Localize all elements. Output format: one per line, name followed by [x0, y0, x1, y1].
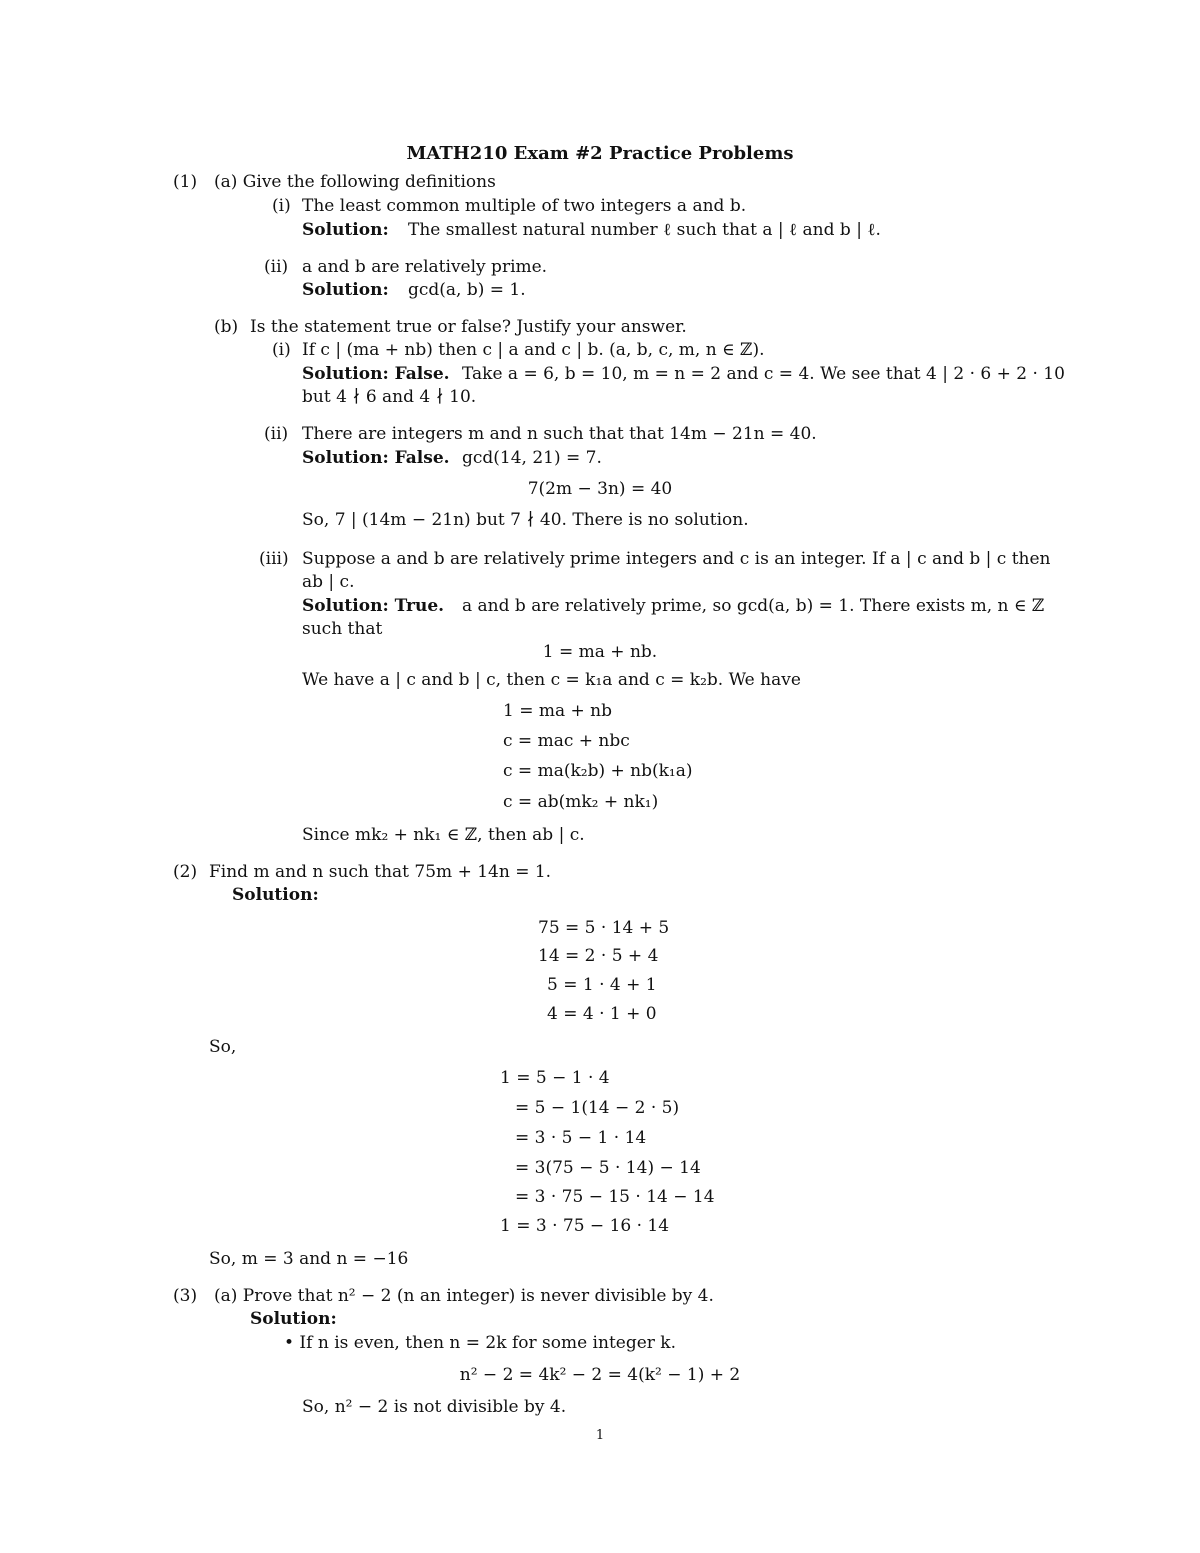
solution-text: gcd(14, 21) = 7. [462, 448, 602, 468]
item-text: There are integers m and n such that that 14m − 21n = 40. [302, 424, 817, 444]
part-number: (b) [214, 317, 239, 337]
solution-text: but 4 ∤ 6 and 4 ∤ 10. [302, 387, 477, 407]
equation: 1 = ma + nb. [542, 642, 658, 662]
equation-line: 4 = 4 · 1 + 0 [547, 1004, 657, 1024]
item-number: (iii) [259, 549, 289, 569]
solution-text: The smallest natural number ℓ such that a | ℓ and b | ℓ. [408, 220, 881, 240]
problem-1-number: (1) [173, 172, 198, 192]
problem-3-number: (3) [173, 1286, 198, 1306]
equation-line: 75 = 5 · 14 + 5 [538, 918, 670, 938]
solution-text: Take a = 6, b = 10, m = n = 2 and c = 4. We see that 4 | 2 · 6 + 2 · 10 [462, 364, 1065, 384]
item-text: a and b are relatively prime. [302, 257, 548, 277]
problem-2-text: Find m and n such that 75m + 14n = 1. [209, 862, 552, 882]
equation-line: = 3(75 − 5 · 14) − 14 [515, 1158, 701, 1178]
solution-label: Solution: [302, 280, 389, 300]
equation-line: = 3 · 75 − 15 · 14 − 14 [515, 1187, 715, 1207]
page-title: MATH210 Exam #2 Practice Problems [406, 143, 794, 164]
equation-line: 5 = 1 · 4 + 1 [547, 975, 657, 995]
item-number: (i) [272, 196, 291, 216]
equation-line: 1 = 3 · 75 − 16 · 14 [500, 1216, 670, 1236]
solution-label: Solution: [232, 885, 319, 905]
item-text: Suppose a and b are relatively prime integers and c is an integer. If a | c and b | c then [302, 549, 1051, 569]
solution-label: Solution: True. [302, 596, 445, 616]
item-number: (ii) [264, 424, 289, 444]
solution-label: Solution: False. [302, 364, 450, 384]
solution-text: So, 7 | (14m − 21n) but 7 ∤ 40. There is no solution. [302, 510, 749, 530]
problem-2-number: (2) [173, 862, 198, 882]
equation-line: 14 = 2 · 5 + 4 [538, 946, 659, 966]
equation-line: c = ma(k₂b) + nb(k₁a) [503, 761, 693, 781]
item-number: (i) [272, 340, 291, 360]
item-number: (ii) [264, 257, 289, 277]
solution-text: such that [302, 619, 383, 639]
text-line: So, [209, 1037, 237, 1057]
equation-line: 1 = ma + nb [503, 701, 613, 721]
solution-text: gcd(a, b) = 1. [408, 280, 526, 300]
page-number: 1 [595, 1428, 605, 1443]
equation-line: c = mac + nbc [503, 731, 630, 751]
text-line: So, n² − 2 is not divisible by 4. [302, 1397, 567, 1417]
solution-text: a and b are relatively prime, so gcd(a, b) = 1. There exists m, n ∈ ℤ [462, 596, 1045, 616]
text-line: So, m = 3 and n = −16 [209, 1249, 409, 1269]
problem-3a-text: (a) Prove that n² − 2 (n an integer) is never divisible by 4. [214, 1286, 714, 1306]
solution-text: Since mk₂ + nk₁ ∈ ℤ, then ab | c. [302, 825, 585, 845]
equation-line: = 5 − 1(14 − 2 · 5) [515, 1098, 680, 1118]
equation-line: c = ab(mk₂ + nk₁) [503, 792, 659, 812]
solution-label: Solution: [302, 220, 389, 240]
equation: 7(2m − 3n) = 40 [527, 479, 673, 499]
bullet-item: • If n is even, then n = 2k for some integer k. [284, 1333, 677, 1353]
solution-text: We have a | c and b | c, then c = k₁a and c = k₂b. We have [302, 670, 801, 690]
item-text: The least common multiple of two integers a and b. [302, 196, 747, 216]
solution-label: Solution: [250, 1309, 337, 1329]
part-text: Is the statement true or false? Justify your answer. [250, 317, 687, 337]
equation-line: = 3 · 5 − 1 · 14 [515, 1128, 647, 1148]
problem-1a-text: (a) Give the following definitions [214, 172, 496, 192]
item-text: ab | c. [302, 572, 355, 592]
equation: n² − 2 = 4k² − 2 = 4(k² − 1) + 2 [459, 1365, 741, 1385]
equation-line: 1 = 5 − 1 · 4 [500, 1068, 610, 1088]
solution-label: Solution: False. [302, 448, 450, 468]
item-text: If c | (ma + nb) then c | a and c | b. (a, b, c, m, n ∈ ℤ). [302, 340, 765, 360]
